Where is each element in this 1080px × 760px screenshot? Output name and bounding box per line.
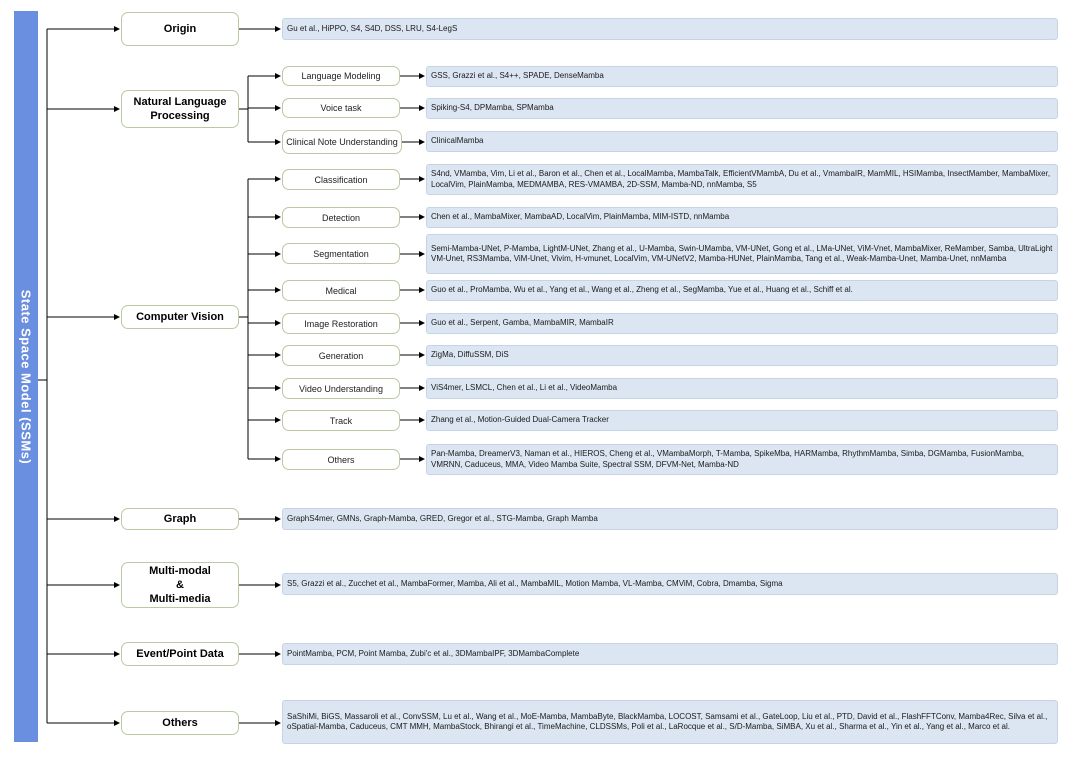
category-others: [121, 711, 239, 735]
category-label: Computer Vision: [136, 311, 224, 323]
sub-generation: [282, 345, 400, 366]
methods-voice-task: [426, 98, 1058, 119]
methods-text: S5, Grazzi et al., Zucchet et al., MambaFormer, Mamba, Ali et al., MambaMIL, Motion Mamba, VL-Mamba, CMViM, Cobra, Dmamba, Sigma: [287, 578, 783, 588]
category-label-line: Multi-media: [149, 593, 211, 605]
sub-detection: [282, 207, 400, 228]
methods-text: GraphS4mer, GMNs, Graph-Mamba, GRED, Gregor et al., STG-Mamba, Graph Mamba: [287, 513, 598, 523]
methods-image-restoration: [426, 313, 1058, 334]
methods-segmentation: [426, 234, 1058, 274]
sub-clinical-note: [282, 130, 402, 154]
methods-generation: [426, 345, 1058, 366]
sub-classification: [282, 169, 400, 190]
methods-text: Guo et al., ProMamba, Wu et al., Yang et al., Wang et al., Zheng et al., SegMamba, Yue et al., Huang et al., Schiff et al.: [431, 285, 853, 295]
methods-others: [282, 700, 1058, 744]
methods-track: [426, 410, 1058, 431]
category-graph: [121, 508, 239, 530]
methods-classification: [426, 164, 1058, 195]
methods-multimodal: [282, 573, 1058, 595]
methods-text: ZigMa, DiffuSSM, DiS: [431, 350, 509, 360]
methods-text: Chen et al., MambaMixer, MambaAD, LocalVim, PlainMamba, MIM-ISTD, nnMamba: [431, 212, 730, 222]
methods-origin: [282, 18, 1058, 40]
methods-text: Gu et al., HiPPO, S4, S4D, DSS, LRU, S4-LegS: [287, 23, 458, 33]
category-nlp: [121, 90, 239, 128]
methods-cv-others: [426, 444, 1058, 475]
sub-cv-others: [282, 449, 400, 470]
methods-text: S4nd, VMamba, Vim, Li et al., Baron et al., Chen et al., LocalMamba, MambaTalk, EfficientVMambA, Du et al., VmambaIR, MamMIL, HSIMamba, InsectMamber, MambaMixer, LocalVim, PlainMamba, MEDMAMBA, RES-VMAMBA, 2D-SSM, Mamba-ND, nnMamba, S5: [431, 169, 1051, 189]
sub-label: Voice task: [320, 103, 362, 113]
methods-video-understanding: [426, 378, 1058, 399]
methods-language-modeling: [426, 66, 1058, 87]
category-label-line: &: [176, 579, 184, 591]
sub-label: Detection: [321, 212, 361, 223]
methods-text: ViS4mer, LSMCL, Chen et al., Li et al., VideoMamba: [431, 383, 618, 393]
category-label: Origin: [163, 23, 197, 35]
methods-clinical-note: [426, 131, 1058, 152]
sub-video-understanding: [282, 378, 400, 399]
methods-text: GSS, Grazzi et al., S4++, SPADE, DenseMamba: [431, 71, 604, 81]
methods-detection: [426, 207, 1058, 228]
methods-graph: [282, 508, 1058, 530]
methods-text: PointMamba, PCM, Point Mamba, Zubi'c et al., 3DMambaIPF, 3DMambaComplete: [287, 648, 580, 658]
sub-label: Segmentation: [313, 248, 369, 259]
sub-segmentation: [282, 243, 400, 264]
methods-text: Guo et al., Serpent, Gamba, MambaMIR, MambaIR: [431, 318, 614, 328]
sub-label: Medical: [325, 285, 357, 296]
category-multimodal: [121, 562, 239, 608]
category-origin: [121, 12, 239, 46]
sub-image-restoration: [282, 313, 400, 334]
sub-track: [282, 410, 400, 431]
sub-label: Language Modeling: [301, 71, 381, 81]
methods-text: SaShiMi, BiGS, Massaroli et al., ConvSSM, Lu et al., Wang et al., MoE-Mamba, MambaByte, BlackMamba, LOCOST, Samsami et al., GateLoop, Liu et al., PTD, David et al., FlashFFTConv, Mamba4Rec, Silva et al., oSpatial-Mamba, Caduceus, CMT MMH, MambaStock, Bhirangi et al., TimeMachine, CLDSSMs, Poli et al., LaRocque et al., S/D-Mamba, SiMBA, Xu et al., Sharma et al., Yin et al., Yang et al., Marco et al.: [287, 711, 1048, 731]
methods-text: Semi-Mamba-UNet, P-Mamba, LightM-UNet, Zhang et al., U-Mamba, Swin-UMamba, VM-UNet, Gong et al., LMa-UNet, ViM-Vnet, MambaMixer, ReMamber, Samba, UltraLight VM-Unet, RS3Mamba, ViM-Unet, Vivim, H-vmunet, LocalVim, VM-UNetV2, Mamba-HUNet, PlainMamba, Tang et al., Weak-Mamba-Unet, Mamba-Unet, nnMamba: [431, 243, 1053, 263]
sub-label: Track: [329, 415, 353, 426]
methods-text: Spiking-S4, DPMamba, SPMamba: [431, 103, 554, 113]
methods-text: Pan-Mamba, DreamerV3, Naman et al., HIEROS, Cheng et al., VMambaMorph, T-Mamba, SpikeMba, HARMamba, RhythmMamba, Simba, DGMamba, FusionMamba, VMRNN, Caduceus, MMA, Video Mamba Suite, Spectral SSM, DFVM-Net, Mamba-ND: [431, 449, 1024, 469]
sub-label: Image Restoration: [304, 318, 378, 329]
sub-label: Generation: [318, 350, 364, 361]
sub-language-modeling: [282, 66, 400, 86]
sub-label: Others: [327, 454, 355, 465]
category-label: Natural Language Processing: [133, 96, 227, 122]
category-label: Event/Point Data: [136, 648, 224, 660]
methods-text: ClinicalMamba: [431, 136, 484, 146]
category-label: Others: [162, 717, 198, 729]
sub-label: Clinical Note Understanding: [286, 137, 398, 147]
category-label: Graph: [163, 513, 197, 525]
root-label: State Space Model (SSMs): [18, 289, 34, 464]
category-event-point-data: [121, 642, 239, 666]
sub-label: Classification: [314, 174, 368, 185]
sub-voice-task: [282, 98, 400, 118]
sub-label: Video Understanding: [299, 383, 383, 394]
category-computer-vision: [121, 305, 239, 329]
methods-event-point: [282, 643, 1058, 665]
category-label-line: Multi-modal: [149, 565, 211, 577]
methods-medical: [426, 280, 1058, 301]
sub-medical: [282, 280, 400, 301]
methods-text: Zhang et al., Motion-Guided Dual-Camera Tracker: [431, 415, 609, 425]
